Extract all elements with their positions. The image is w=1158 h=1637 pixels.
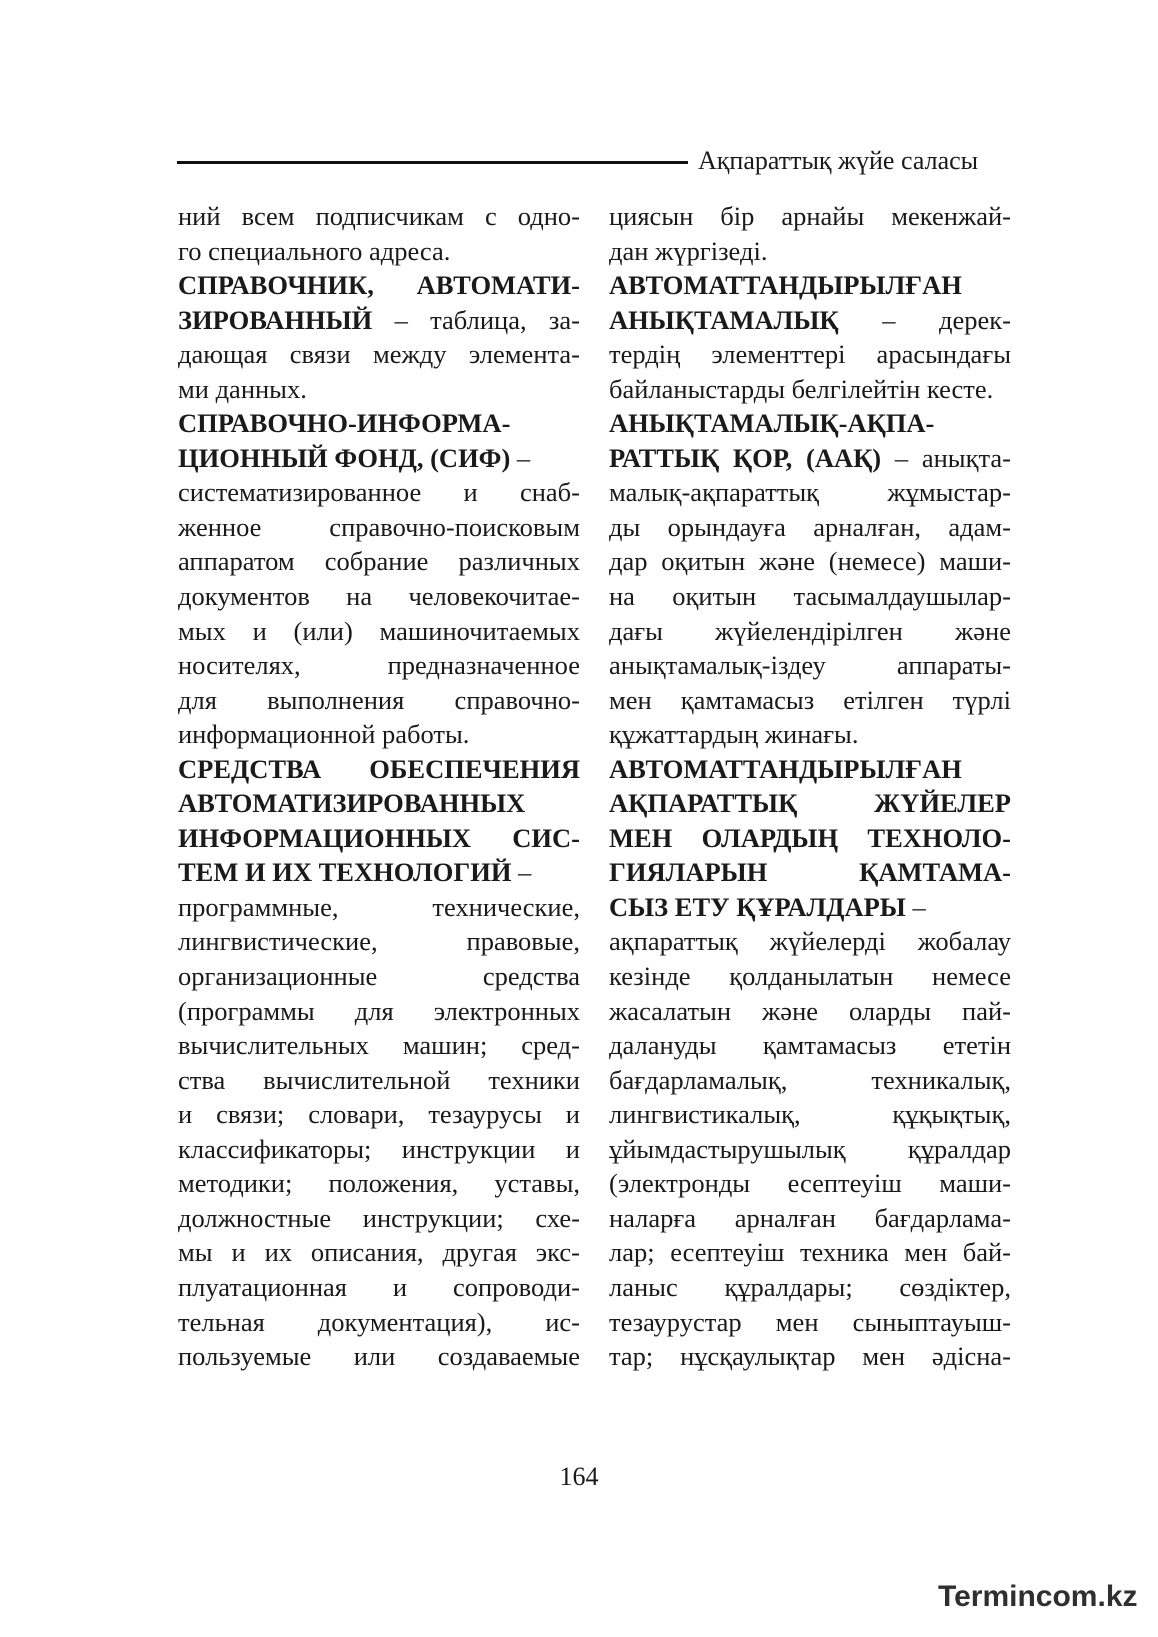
text-line	[178, 614, 580, 649]
definition-text: лингвистикалық, құқықтық,	[609, 1099, 1011, 1130]
text-line	[178, 890, 580, 925]
term-heading: ЗИРОВАННЫЙ	[178, 304, 373, 335]
definition-text: мых и (или) машиночитаемых	[178, 615, 580, 646]
text-line	[609, 1028, 1011, 1063]
definition-text: тердің элементтері арасындағы	[609, 339, 1011, 370]
text-line	[609, 752, 1011, 787]
definition-text: ства вычислительной техники	[178, 1064, 580, 1095]
definition-text: –	[905, 891, 926, 922]
text-line	[178, 303, 580, 338]
definition-text: ланыс құралдары; сөздіктер,	[609, 1271, 1011, 1302]
term-heading: СПРАВОЧНО-ИНФОРМА-	[178, 408, 511, 439]
page-number: 164	[559, 1462, 599, 1491]
text-line	[609, 303, 1011, 338]
text-line	[609, 1339, 1011, 1374]
term-heading: СЫЗ ЕТУ ҚҰРАЛДАРЫ	[609, 891, 906, 922]
text-line	[609, 1235, 1011, 1270]
definition-text: пользуемые или создаваемые	[178, 1341, 580, 1372]
text-line	[178, 579, 580, 614]
definition-text: и связи; словари, тезаурусы и	[178, 1099, 580, 1130]
text-line	[178, 475, 580, 510]
term-heading: АНЫҚТАМАЛЫҚ-АҚПА-	[609, 408, 935, 439]
text-line	[609, 406, 1011, 441]
term-heading: АВТОМАТТАНДЫРЫЛҒАН	[609, 270, 962, 301]
definition-text: вычислительных машин; сред-	[178, 1030, 580, 1061]
definition-text: мы и их описания, другая экс-	[178, 1237, 580, 1268]
definition-text: лингвистические, правовые,	[178, 926, 580, 957]
definition-text: (электронды есептеуіш маши-	[609, 1168, 1011, 1199]
text-line	[609, 924, 1011, 959]
right-column	[609, 199, 1011, 1374]
definition-text: (программы для электронных	[178, 995, 580, 1026]
text-line	[178, 648, 580, 683]
text-line	[178, 337, 580, 372]
definition-text: дан жүргізеді.	[609, 235, 768, 266]
text-line	[609, 683, 1011, 718]
definition-text: далануды қамтамасыз ететін	[609, 1030, 1011, 1061]
term-heading: АВТОМАТТАНДЫРЫЛҒАН	[609, 753, 962, 784]
text-line	[609, 890, 1011, 925]
definition-text: мен қамтамасыз етілген түрлі	[609, 684, 1011, 715]
term-heading: ЦИОННЫЙ ФОНД, (СИФ)	[178, 442, 511, 473]
term-heading: АНЫҚТАМАЛЫҚ	[609, 304, 839, 335]
definition-text: – дерек-	[838, 304, 1011, 335]
definition-text: лар; есептеуіш техника мен бай-	[609, 1237, 1011, 1268]
text-line	[178, 199, 580, 234]
text-line	[609, 1305, 1011, 1340]
text-line	[178, 1305, 580, 1340]
definition-text: құжаттардың жинағы.	[609, 719, 859, 750]
watermark-logo	[938, 1580, 1138, 1614]
text-line	[609, 1097, 1011, 1132]
definition-text: документов на человекочитае-	[178, 581, 580, 612]
text-line	[609, 614, 1011, 649]
text-line	[609, 544, 1011, 579]
definition-text: тар; нұсқаулықтар мен әдісна-	[609, 1341, 1011, 1372]
text-line	[609, 199, 1011, 234]
definition-text: методики; положения, уставы,	[178, 1168, 580, 1199]
definition-text: дағы жүйелендірілген және	[609, 615, 1011, 646]
definition-text: информационной работы.	[178, 719, 470, 750]
watermark-text: Termincom.kz	[938, 1580, 1138, 1613]
definition-text: малық-ақпараттық жұмыстар-	[609, 477, 1011, 508]
text-line	[178, 1063, 580, 1098]
definition-text: ми данных.	[178, 373, 307, 404]
definition-text: ний всем подписчикам с одно-	[178, 201, 580, 231]
definition-text: ақпараттық жүйелерді жобалау	[609, 926, 1011, 957]
text-line	[609, 1166, 1011, 1201]
term-heading: ИНФОРМАЦИОННЫХ СИС-	[178, 822, 580, 853]
text-line	[609, 510, 1011, 545]
definition-text: дар оқитын және (немесе) маши-	[609, 546, 1011, 577]
definition-text: –	[510, 442, 531, 473]
definition-text: систематизированное и снаб-	[178, 477, 580, 508]
term-heading: ГИЯЛАРЫН ҚАМТАМА-	[609, 857, 1011, 888]
definition-text: наларға арналған бағдарлама-	[609, 1202, 1011, 1233]
text-line	[178, 683, 580, 718]
definition-text: носителях, предназначенное	[178, 650, 580, 681]
text-line	[609, 234, 1011, 269]
term-heading: СПРАВОЧНИК, АВТОМАТИ-	[178, 270, 580, 301]
text-line	[178, 441, 580, 476]
running-header: Ақпараттық жүйе саласы	[698, 146, 979, 175]
definition-text: кезінде қолданылатын немесе	[609, 961, 1011, 992]
text-line	[609, 372, 1011, 407]
text-line	[609, 268, 1011, 303]
text-line	[178, 1028, 580, 1063]
definition-text: женное справочно-поисковым	[178, 511, 580, 542]
text-line	[178, 752, 580, 787]
text-line	[609, 959, 1011, 994]
text-line	[178, 1201, 580, 1236]
text-line	[609, 337, 1011, 372]
text-line	[178, 234, 580, 269]
text-line	[609, 579, 1011, 614]
definition-text: дающая связи между элемента-	[178, 339, 580, 370]
text-line	[178, 786, 580, 821]
term-heading: МЕН ОЛАРДЫҢ ТЕХНОЛО-	[609, 822, 1011, 853]
definition-text: циясын бір арнайы мекенжай-	[609, 201, 1011, 231]
text-line	[178, 994, 580, 1029]
text-line	[609, 1063, 1011, 1098]
text-line	[178, 855, 580, 890]
definition-text: жасалатын және оларды пай-	[609, 995, 1011, 1026]
text-line	[178, 821, 580, 856]
text-line	[609, 786, 1011, 821]
definition-text: аппаратом собрание различных	[178, 546, 580, 577]
left-column	[178, 199, 580, 1374]
text-line	[178, 544, 580, 579]
text-line	[178, 268, 580, 303]
definition-text: – анықта-	[881, 442, 1011, 473]
definition-text: ды орындауға арналған, адам-	[609, 511, 1011, 542]
text-line	[609, 475, 1011, 510]
text-line	[178, 1235, 580, 1270]
text-line	[178, 372, 580, 407]
term-heading: РАТТЫҚ ҚОР, (ААҚ)	[609, 442, 882, 473]
definition-text: ұйымдастырушылық құралдар	[609, 1133, 1011, 1164]
text-line	[178, 959, 580, 994]
definition-text: на оқитын тасымалдаушылар-	[609, 581, 1011, 612]
term-heading: СРЕДСТВА ОБЕСПЕЧЕНИЯ	[178, 753, 580, 784]
definition-text: программные, технические,	[178, 891, 580, 922]
term-heading: АВТОМАТИЗИРОВАННЫХ	[178, 788, 526, 819]
text-line	[609, 1270, 1011, 1305]
text-line	[609, 648, 1011, 683]
text-line	[178, 406, 580, 441]
definition-text: – таблица, за-	[372, 304, 580, 335]
definition-text: организационные средства	[178, 961, 580, 992]
definition-text: го специального адреса.	[178, 235, 451, 266]
definition-text: должностные инструкции; схе-	[178, 1202, 580, 1233]
text-line	[178, 1097, 580, 1132]
text-line	[609, 1132, 1011, 1167]
text-line	[178, 1339, 580, 1374]
definition-text: бағдарламалық, техникалық,	[609, 1064, 1011, 1095]
text-line	[609, 717, 1011, 752]
text-line	[609, 855, 1011, 890]
definition-text: анықтамалық-іздеу аппараты-	[609, 650, 1011, 681]
text-line	[178, 717, 580, 752]
definition-text: для выполнения справочно-	[178, 684, 580, 715]
definition-text: тезаурустар мен сыныптауыш-	[609, 1306, 1011, 1337]
term-heading: ТЕМ И ИХ ТЕХНОЛОГИЙ	[178, 857, 512, 888]
text-line	[178, 1166, 580, 1201]
text-line	[609, 994, 1011, 1029]
text-line	[609, 441, 1011, 476]
header-rule	[177, 161, 688, 164]
definition-text: плуатационная и сопроводи-	[178, 1271, 580, 1302]
definition-text: классификаторы; инструкции и	[178, 1133, 580, 1164]
term-heading: АҚПАРАТТЫҚ ЖҮЙЕЛЕР	[609, 788, 1011, 819]
text-line	[609, 1201, 1011, 1236]
definition-text: –	[511, 857, 532, 888]
text-line	[609, 821, 1011, 856]
text-line	[178, 510, 580, 545]
text-line	[178, 924, 580, 959]
definition-text: байланыстарды белгілейтін кесте.	[609, 373, 994, 404]
text-line	[178, 1270, 580, 1305]
text-line	[178, 1132, 580, 1167]
definition-text: тельная документация), ис-	[178, 1306, 580, 1337]
